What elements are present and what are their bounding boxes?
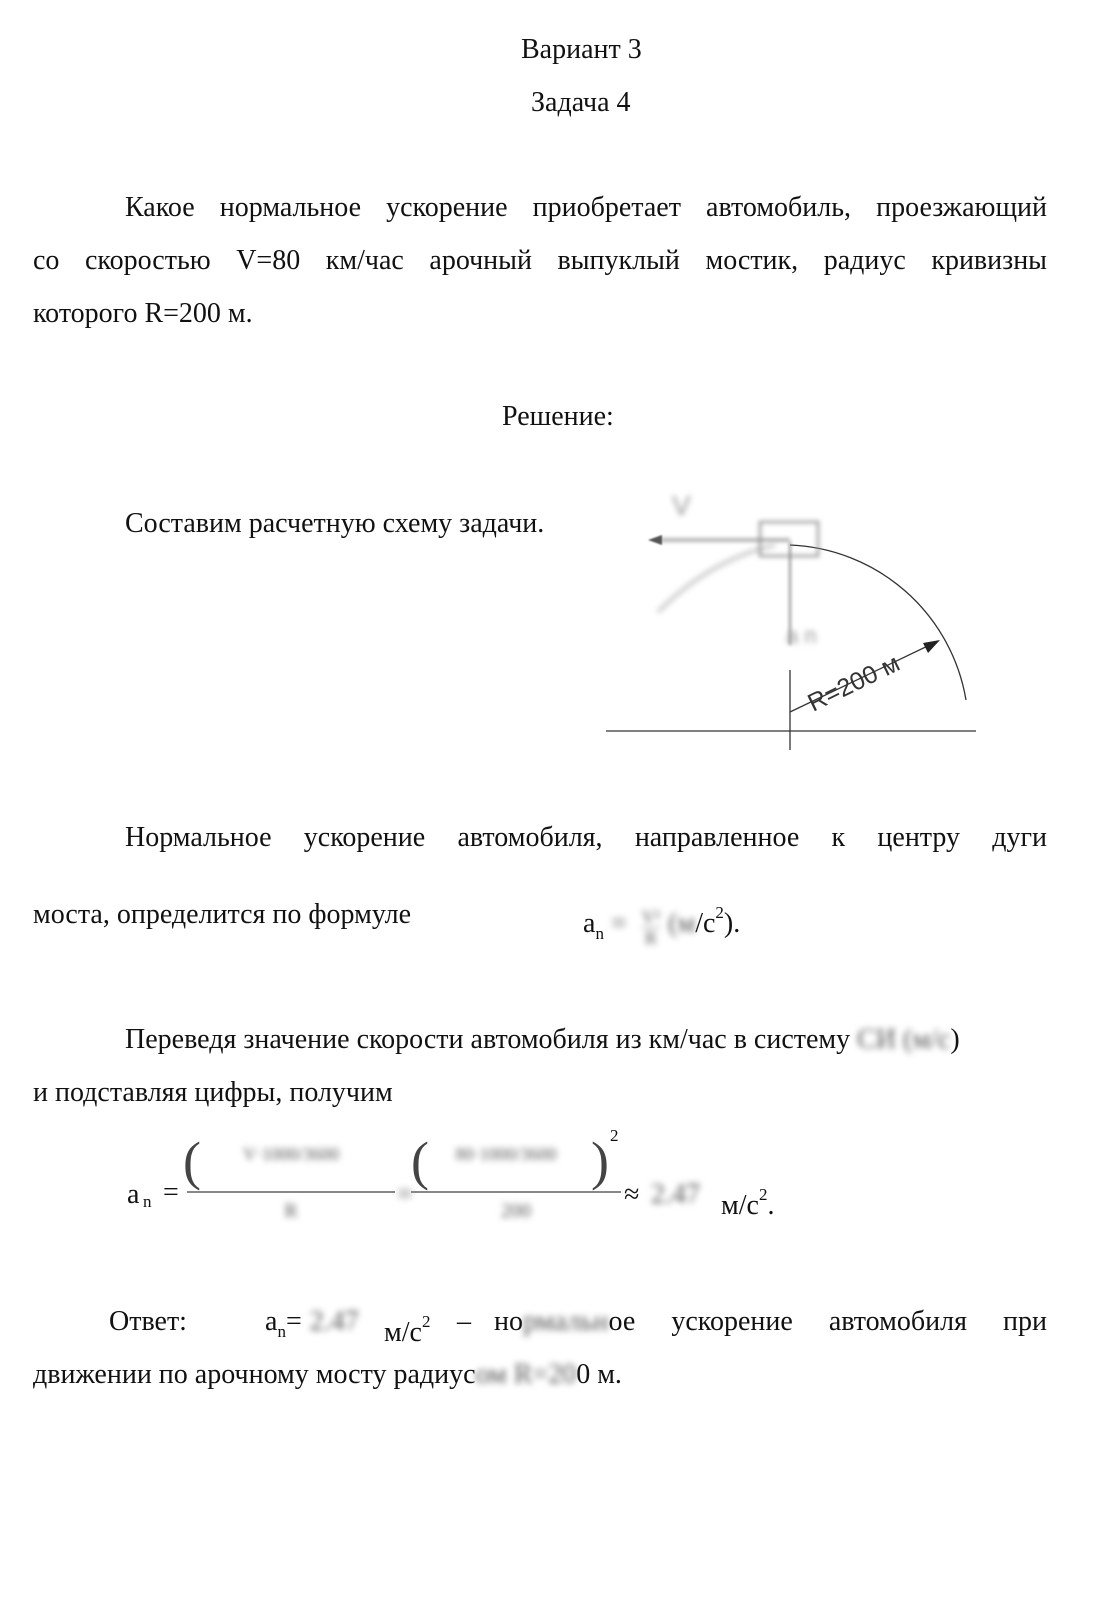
formula-2-denominator-2: 200 <box>501 1200 531 1222</box>
formula-2 <box>127 1126 807 1230</box>
task-title: Задача 4 <box>531 87 631 118</box>
formula-2-lhs-sub: n <box>143 1192 152 1211</box>
formula-2-eq-2: = <box>397 1179 413 1210</box>
answer-line-2-end: 0 м. <box>576 1359 622 1390</box>
formula-2-paren-right: ) <box>591 1131 609 1191</box>
problem-line-3: которого R=200 м. <box>33 298 253 329</box>
formula-2-end: . <box>767 1190 775 1221</box>
answer-line-2 <box>33 1358 622 1392</box>
formula-2-paren-left: ( <box>183 1131 201 1191</box>
answer-text-start: но <box>494 1306 523 1337</box>
formula-2-unit <box>721 1178 774 1223</box>
normal-accel-line-2: моста, определится по формуле <box>33 899 411 930</box>
answer-unit-text: м/с <box>384 1317 422 1348</box>
convert-line-1 <box>125 1023 960 1057</box>
convert-line-1-text: Переведя значение скорости автомобиля из км/час в систему <box>125 1024 851 1055</box>
answer-line-2-blur: ом R=20 <box>475 1359 577 1390</box>
formula-1-unit: /с <box>695 908 716 939</box>
answer-a: a <box>265 1306 278 1337</box>
answer-unit <box>384 1305 430 1350</box>
variant-title: Вариант 3 <box>521 34 642 65</box>
radius-arrowhead <box>923 640 940 653</box>
formula-2-value-blur: 2.47 <box>651 1179 700 1210</box>
formula-1 <box>583 896 740 951</box>
problem-line-1: Какое нормальное ускорение приобретает автомобиль, проезжающий <box>125 192 1047 223</box>
formula-2-eq: = <box>163 1177 179 1208</box>
formula-1-unit-blur: (м <box>668 908 696 939</box>
formula-2-paren-left-2: ( <box>411 1131 429 1191</box>
convert-si-close: ) <box>950 1024 960 1055</box>
answer-formula <box>265 1305 359 1349</box>
radius-label: R=200 м <box>803 649 905 718</box>
solution-heading: Решение: <box>502 401 614 432</box>
accel-label: a n <box>786 623 817 648</box>
formula-2-unit-text: м/с <box>721 1190 759 1221</box>
scheme-text: Составим расчетную схему задачи. <box>125 508 545 539</box>
formula-2-fraction-bar-1 <box>187 1191 395 1193</box>
formula-1-lhs-sub: n <box>595 924 604 943</box>
normal-accel-line-1: Нормальное ускорение автомобиля, направленное к центру дуги <box>125 822 1047 853</box>
formula-1-numerator: V² <box>641 907 661 927</box>
formula-1-lhs: a <box>583 908 596 939</box>
answer-a-sub: n <box>277 1322 286 1341</box>
answer-value-blur: 2.47 <box>309 1306 359 1337</box>
answer-text-blur: рмальн <box>522 1306 609 1337</box>
formula-1-close: ). <box>723 908 741 939</box>
answer-text-end: ое ускорение автомобиля при <box>608 1306 1047 1337</box>
formula-2-fraction-bar-2 <box>411 1191 621 1193</box>
scheme-diagram <box>600 480 990 760</box>
formula-2-lhs: a <box>127 1179 140 1210</box>
convert-line-2: и подставляя цифры, получим <box>33 1077 393 1108</box>
answer-dash: – <box>457 1306 471 1337</box>
answer-line-2-start: движении по арочному мосту радиус <box>33 1359 476 1390</box>
formula-2-unit-sup: 2 <box>758 1185 768 1204</box>
formula-2-numerator-1: V·1000/3600 <box>243 1144 339 1164</box>
velocity-arrowhead <box>648 535 662 545</box>
formula-1-eq: = <box>610 908 627 939</box>
formula-1-unit-sup: 2 <box>715 903 724 922</box>
answer-eq: = <box>285 1306 302 1337</box>
problem-line-2: со скоростью V=80 км/час арочный выпуклый мостик, радиус кривизны <box>33 245 1047 276</box>
arc-blurred <box>658 545 775 612</box>
velocity-label: V <box>672 490 691 521</box>
convert-si-blur: СИ (м/с <box>857 1024 951 1055</box>
answer-line-1-text <box>494 1305 1047 1339</box>
formula-1-fraction <box>642 907 660 948</box>
formula-2-denominator-1: R <box>284 1200 298 1222</box>
formula-2-approx: ≈ <box>624 1179 640 1210</box>
answer-unit-sup: 2 <box>421 1312 431 1331</box>
formula-2-exponent: 2 <box>610 1126 619 1145</box>
formula-1-denominator: R <box>642 927 660 948</box>
answer-label: Ответ: <box>109 1306 187 1337</box>
formula-2-numerator-2: 80·1000/3600 <box>455 1144 557 1164</box>
